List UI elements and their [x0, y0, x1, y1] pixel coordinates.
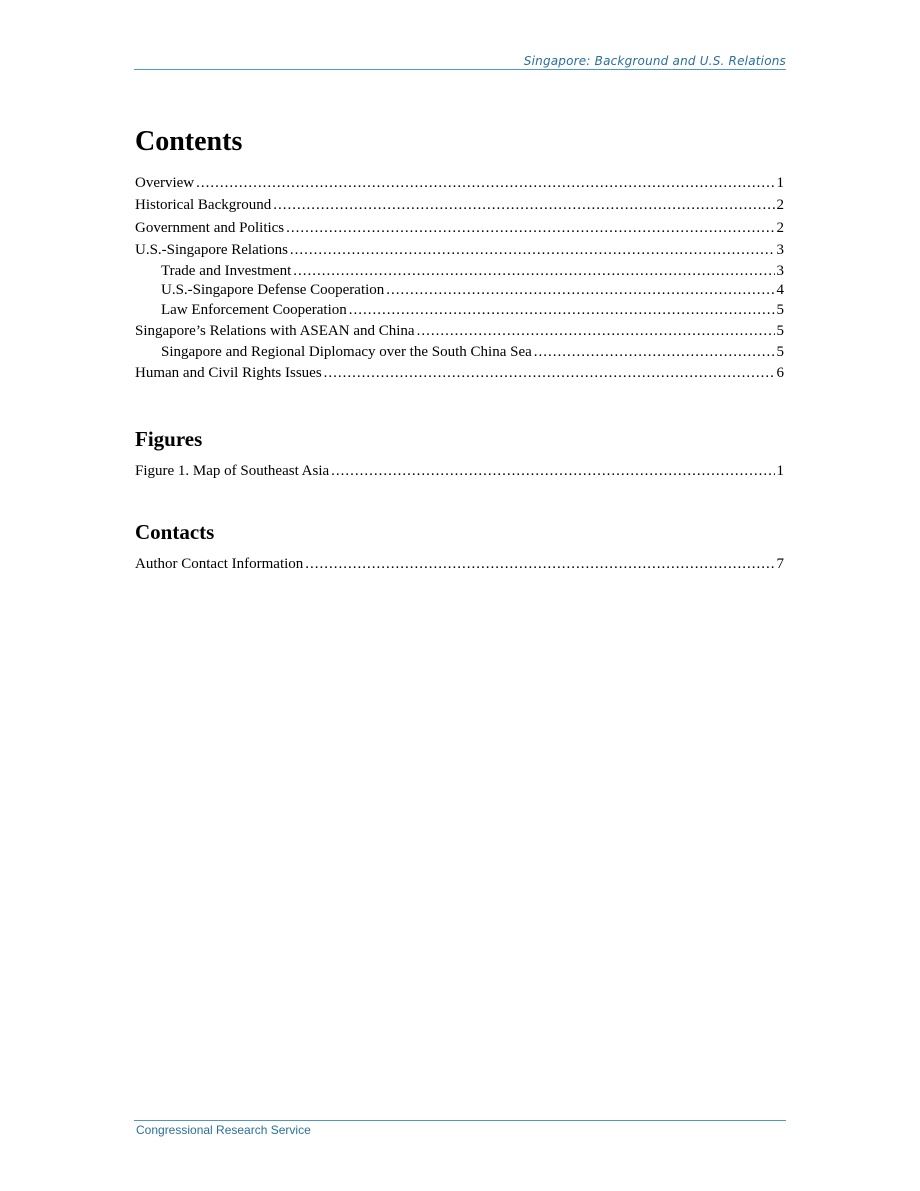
toc-entry-label: Trade and Investment: [161, 262, 292, 279]
toc-entry-label: Singapore’s Relations with ASEAN and China: [135, 323, 415, 340]
toc-entry-label: Law Enforcement Cooperation: [161, 301, 347, 318]
toc-entry-label: Figure 1. Map of Southeast Asia: [135, 463, 330, 479]
figures-heading: Figures: [135, 427, 203, 451]
footer-rule: [134, 1120, 786, 1121]
toc-entry-author-contact[interactable]: [135, 553, 784, 575]
toc-entry-label: Human and Civil Rights Issues: [135, 365, 322, 382]
dot-leader: [386, 281, 774, 301]
toc-entry-law-enforcement-cooperation[interactable]: [135, 301, 784, 321]
contents-heading: Contents: [135, 126, 243, 157]
dot-leader: [349, 301, 775, 321]
toc-entry-label: U.S.-Singapore Relations: [135, 242, 288, 259]
toc-entry-page: 5: [776, 343, 784, 360]
toc-entry-label: Singapore and Regional Diplomacy over the South China Sea: [161, 343, 532, 360]
toc-entry-page: 5: [776, 301, 784, 318]
toc-entry-label: Overview: [135, 175, 195, 191]
header-rule: [134, 69, 786, 70]
dot-leader: [290, 239, 775, 261]
toc-entry-figure-1[interactable]: [135, 460, 784, 482]
toc-entry-us-singapore-relations[interactable]: [135, 239, 784, 261]
toc-entry-page: 1: [776, 463, 784, 479]
figures-list: [135, 460, 784, 482]
toc-entry-label: Government and Politics: [135, 219, 285, 236]
contacts-heading: Contacts: [135, 520, 215, 544]
dot-leader: [286, 217, 774, 239]
toc-entry-overview[interactable]: [135, 172, 784, 194]
toc-entry-page: 5: [776, 323, 784, 340]
toc-entry-defense-cooperation[interactable]: [135, 281, 784, 301]
dot-leader: [293, 262, 774, 282]
toc-entry-label: Author Contact Information: [135, 556, 304, 572]
toc-entry-human-and-civil-rights[interactable]: [135, 362, 784, 384]
dot-leader: [273, 194, 774, 216]
toc-entry-trade-and-investment[interactable]: [135, 262, 784, 282]
running-header: Singapore: Background and U.S. Relations: [523, 54, 786, 68]
running-footer: Congressional Research Service: [136, 1123, 311, 1137]
toc-entry-asean-and-china[interactable]: [135, 320, 784, 342]
toc-entry-page: 4: [776, 282, 784, 299]
toc-entry-historical-background[interactable]: [135, 194, 784, 216]
toc-entry-label: Historical Background: [135, 197, 272, 214]
toc-entry-south-china-sea[interactable]: [135, 343, 784, 363]
dot-leader: [417, 320, 775, 342]
toc-entry-page: 3: [776, 242, 784, 259]
toc-entry-page: 3: [776, 262, 784, 279]
toc-entry-page: 7: [776, 556, 784, 572]
dot-leader: [331, 460, 774, 482]
toc-entry-page: 2: [776, 197, 784, 214]
toc-entry-page: 1: [776, 175, 784, 191]
dot-leader: [324, 362, 775, 384]
toc-entry-government-and-politics[interactable]: [135, 217, 784, 239]
contents-list: [135, 172, 784, 384]
contacts-list: [135, 553, 784, 575]
toc-entry-page: 2: [776, 219, 784, 236]
toc-entry-page: 6: [776, 365, 784, 382]
dot-leader: [534, 343, 775, 363]
toc-entry-label: U.S.-Singapore Defense Cooperation: [161, 282, 385, 299]
dot-leader: [305, 553, 774, 575]
dot-leader: [196, 172, 774, 194]
